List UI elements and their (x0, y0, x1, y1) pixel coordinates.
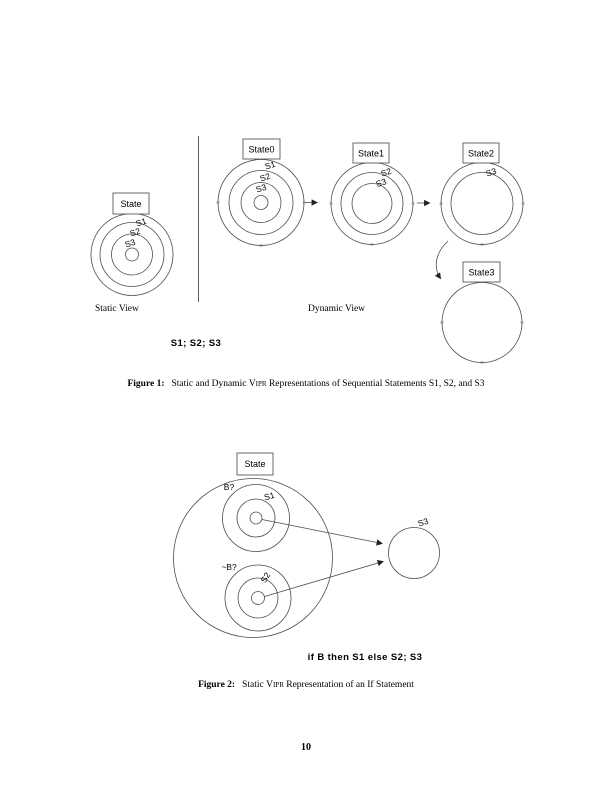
state1-ring-core (352, 184, 392, 224)
state0-label-s3: S3 (254, 181, 268, 195)
state2-label-s3: S3 (484, 165, 498, 179)
page-number: 10 (301, 742, 311, 753)
figure1-caption-text-pre: Static and Dynamic (171, 379, 249, 389)
branch-true-core (250, 512, 262, 524)
fig2-code-text (265, 652, 465, 663)
state1-label-s3: S3 (374, 176, 388, 190)
fig2-code-b: B (317, 652, 325, 663)
state0-diagram (217, 139, 306, 247)
figure1-caption-label: Figure 1: (127, 379, 165, 389)
state0-ring-core (254, 196, 268, 210)
arrow-false-branch-to-s3 (265, 562, 384, 597)
state0-label-s2: S2 (258, 170, 272, 184)
state1-ring-s3 (341, 173, 403, 235)
figure2-caption-vipr: Vipr (266, 680, 284, 690)
state2-diagram (440, 143, 525, 246)
figure1-caption (0, 379, 612, 389)
figure1-diagram (91, 136, 525, 364)
branch-false-core (252, 592, 265, 605)
static-state-diagram (91, 193, 173, 296)
state0-box-label: State0 (248, 144, 275, 155)
arrow-state2-state3 (436, 241, 448, 279)
state1-box-label: State1 (357, 148, 385, 159)
figure2-caption-text-post: Representation of an If Statement (283, 680, 414, 690)
arrow-true-branch-to-s3 (262, 520, 382, 544)
continuation-s3-circle (389, 528, 440, 579)
state3-circle (442, 283, 522, 363)
branch-true-body-ring (237, 499, 275, 537)
body-true-label: S1 (262, 489, 276, 503)
state2-box-label: State2 (467, 148, 495, 159)
state2-ring-s3 (441, 163, 523, 245)
figure2-diagram (174, 453, 440, 638)
figure1-caption-text-post: Representations of Sequential Statements S1, S2, and S3 (266, 379, 485, 389)
fig2-code-rest: then S1 else S2; S3 (324, 652, 423, 663)
fig2-code-if: if (307, 652, 318, 663)
figure2-caption (0, 680, 612, 690)
guard-false-label: ~B? (221, 562, 237, 572)
state1-diagram (330, 143, 415, 246)
state1-ring-s2 (331, 163, 413, 245)
fig1-code-text: S1; S2; S3 (170, 338, 222, 349)
figure1-caption-vipr: Vipr (248, 379, 267, 389)
static-ring-s1 (91, 214, 173, 296)
static-label-s3: S3 (123, 236, 137, 250)
state0-label-s1: S1 (263, 158, 277, 172)
if-state-outer-circle (174, 479, 333, 638)
branch-false-body-ring (238, 578, 278, 618)
guard-true-label: B? (223, 482, 235, 492)
figure2-caption-label: Figure 2: (198, 680, 236, 690)
branch-true-outer-ring (223, 485, 290, 552)
body-false-label: S2 (258, 570, 273, 585)
state3-diagram (441, 262, 524, 364)
figure2-caption-text-pre: Static (242, 680, 267, 690)
branch-false-outer-ring (225, 565, 291, 631)
static-label-s2: S2 (128, 225, 142, 239)
if-state-box-label: State (244, 459, 266, 469)
dynamic-view-label: Dynamic View (308, 304, 366, 314)
static-label-s1: S1 (134, 215, 148, 229)
state3-box-label: State3 (468, 267, 495, 278)
static-ring-core (126, 248, 139, 261)
static-state-box-label: State (120, 199, 142, 209)
state1-label-s2: S2 (379, 165, 393, 179)
static-view-label: Static View (95, 304, 139, 314)
continuation-s3-label: S3 (416, 515, 430, 529)
state2-ring-core (451, 173, 513, 235)
